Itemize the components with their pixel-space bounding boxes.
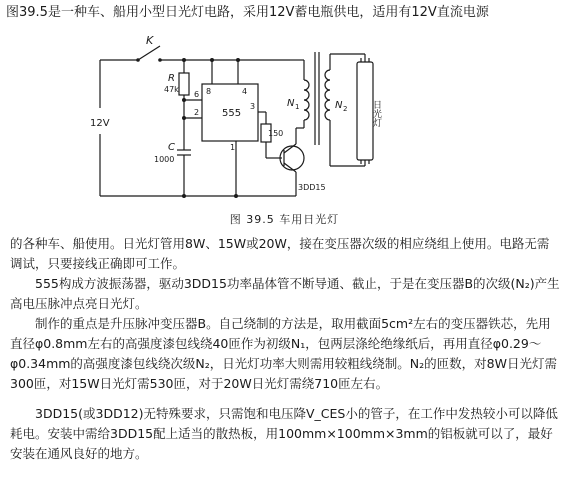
lamp-label: 日光灯 <box>371 100 381 127</box>
pin-4-label: 4 <box>242 87 248 96</box>
pin-8-label: 8 <box>206 87 212 96</box>
primary-winding-sub: 1 <box>295 103 300 111</box>
resistor-label: R <box>168 73 175 84</box>
pin-1-label: 1 <box>230 143 236 152</box>
paragraph-3: 制作的重点是升压脉冲变压器B。自己绕制的方法是，取用截面5cm²左右的变压器铁芯，先用直径φ0.8mm左右的高强度漆包线绕40匝作为初级N₁，包两层涤纶绝缘纸后，再用直径φ0.29～φ0.34mm的高强度漆包线绕次级N₂，日光灯功率大则需用较粗线绕制。N₂的匝数，对8W日光灯需300匝，对15W日光灯需530匝，对于20W日光灯需绕710匝左右。 <box>10 316 557 391</box>
capacitor-label: C <box>168 142 175 153</box>
ic-label: 555 <box>222 108 242 119</box>
pin-6-label: 6 <box>194 90 200 99</box>
base-resistor-value: 150 <box>268 129 284 138</box>
pin-2-label: 2 <box>194 108 200 117</box>
resistor-r <box>179 73 189 95</box>
paragraph-4: 3DD15(或3DD12)无特殊要求，只需饱和电压降V_CES小的管子，在工作中发热较小可以降低耗电。安装中需给3DD15配上适当的散热板，用100mm×100mm×3mm的铝板就可以了，最好安装在通风良好的地方。 <box>10 406 558 461</box>
transistor-label: 3DD15 <box>298 183 326 192</box>
secondary-winding-label: N <box>335 100 343 111</box>
switch-contact <box>138 46 160 60</box>
page-heading-text: 图39.5是一种车、船用小型日光灯电路，采用12V蓄电瓶供电，适用有12V直流电源 <box>6 5 489 20</box>
primary-winding-label: N <box>287 98 295 109</box>
paragraph-2: 555构成方波振荡器，驱动3DD15功率晶体管不断导通、截止，于是在变压器B的次级(N₂)产生高电压脉冲点亮日光灯。 <box>10 276 560 311</box>
pin-3-label: 3 <box>250 102 256 111</box>
secondary-winding-sub: 2 <box>343 105 348 113</box>
voltage-label: 12V <box>90 118 110 129</box>
switch-label: K <box>146 34 154 47</box>
paragraph-1: 的各种车、船使用。日光灯管用8W、15W或20W，接在变压器次级的相应绕组上使用。电路无需调试，只要接线正确即可工作。 <box>10 236 550 271</box>
secondary-winding-n2 <box>325 70 330 120</box>
resistor-value: 47k <box>164 85 179 94</box>
primary-winding-n1 <box>304 80 309 120</box>
capacitor-value: 1000 <box>154 155 175 164</box>
circuit-diagram <box>0 24 569 209</box>
figure-caption: 图 39.5 车用日光灯 <box>229 213 340 226</box>
